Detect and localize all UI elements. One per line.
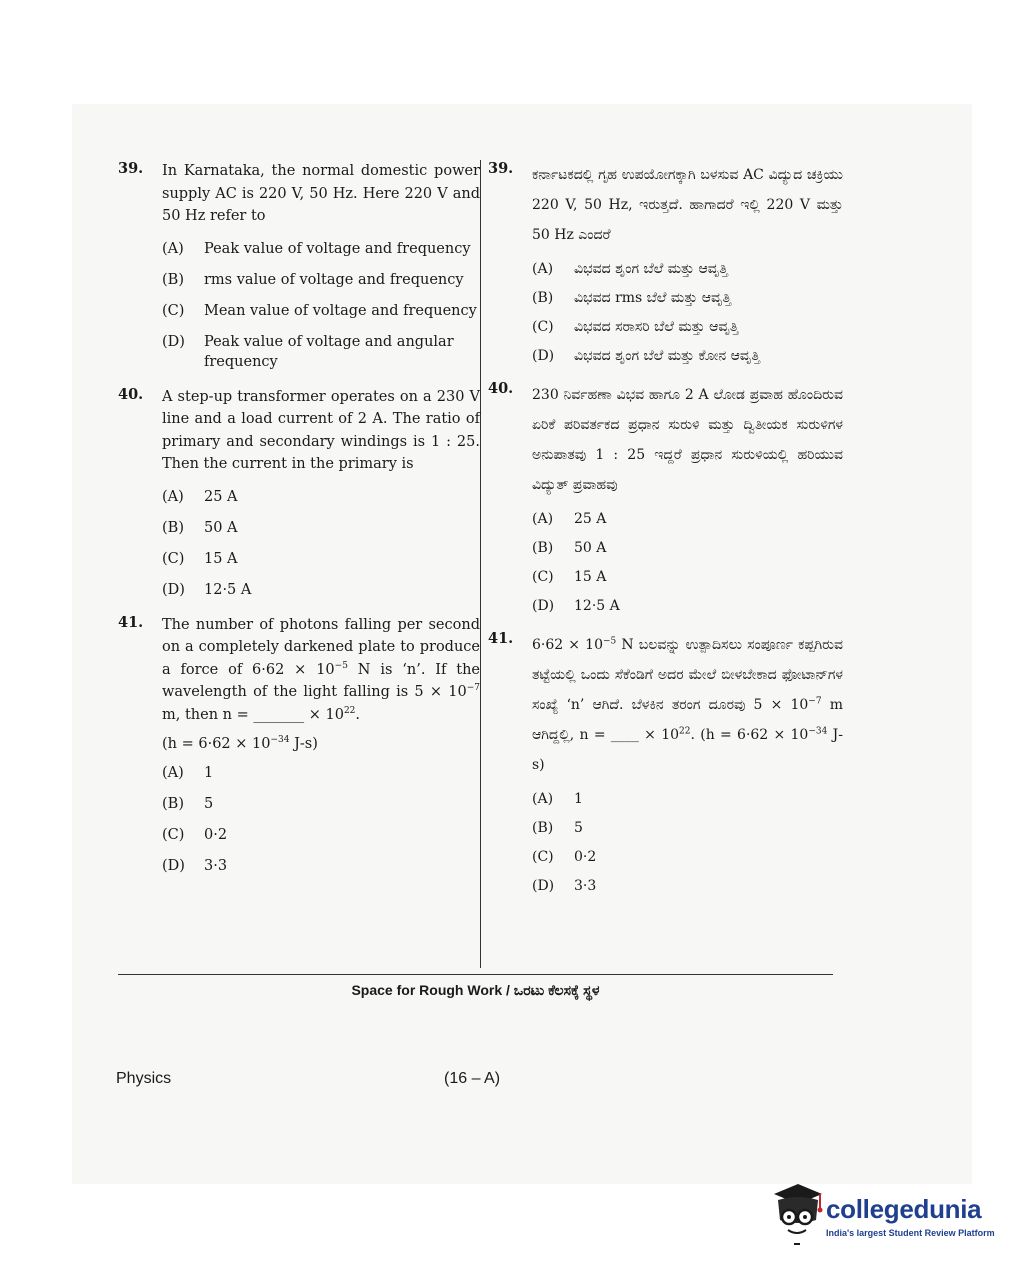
option-c (162, 301, 480, 321)
option-label: (B) (162, 519, 184, 536)
option-text: 1 (204, 765, 214, 781)
kannada-column (488, 160, 843, 910)
question-41-kannada (488, 630, 843, 896)
option-text: ವಿಭವದ rms ಬೆಲೆ ಮತ್ತು ಆವೃತ್ತಿ (574, 290, 732, 306)
option-text: 0·2 (574, 849, 597, 865)
question-number: 40. (118, 385, 144, 403)
option-c (162, 549, 480, 569)
option-label: (A) (162, 488, 184, 505)
english-column (118, 160, 480, 890)
question-39-kannada (488, 160, 843, 366)
option-d (532, 876, 843, 896)
option-label: (B) (162, 271, 184, 288)
option-text: Peak value of voltage and frequency (204, 240, 471, 257)
option-b (532, 538, 843, 558)
option-label: (C) (162, 302, 185, 319)
brand-tagline: India's largest Student Review Platform (826, 1228, 995, 1238)
option-label: (A) (532, 791, 554, 807)
collegedunia-watermark (768, 1180, 998, 1260)
option-text: 1 (574, 791, 583, 807)
option-d (532, 346, 843, 366)
option-text: ವಿಭವದ ಶೃಂಗ ಬೆಲೆ ಮತ್ತು ಆವೃತ್ತಿ (574, 261, 728, 277)
option-a (162, 239, 480, 259)
question-stem: $6\cdot 62 \times 10^{-5}$ N ಬಲವನ್ನು ಉತ್ಪಾದಿಸಲು ಸಂಪೂರ್ಣ ಕಪ್ಪಗಿರುವ ತಟ್ಟೆಯಲ್ಲಿ ಒಂದು ಸೆಕೆಂಡಿಗೆ ಅದರ ಮೇಲೆ ಬೀಳಬೇಕಾದ ಫೋಟಾನ್‌ಗಳ ಸಂಖ್ಯೆ ‘n’ ಆಗಿದೆ. ಬೆಳಕಿನ ತರಂಗ ದೂರವು $5 \times 10^{-7}$ m ಆಗಿದ್ದಲ್ಲಿ, n = ____ × $10^{22}$. ($h = 6\cdot 62 \times 10^{-34}$ J-s) (532, 636, 843, 773)
option-b (162, 270, 480, 290)
option-label: (A) (162, 765, 184, 781)
option-b (532, 818, 843, 838)
option-label: (A) (532, 511, 554, 527)
option-label: (D) (162, 858, 185, 874)
option-text: 12·5 A (574, 598, 620, 614)
question-number: 39. (118, 160, 144, 177)
option-text: ವಿಭವದ ಶೃಂಗ ಬೆಲೆ ಮತ್ತು ಕೋನ ಆವೃತ್ತಿ (574, 348, 760, 364)
option-b (162, 794, 480, 814)
option-d (162, 332, 480, 372)
question-41 (118, 614, 480, 877)
option-label: (B) (532, 820, 554, 836)
question-number: 40. (488, 380, 514, 397)
option-label: (D) (532, 878, 555, 894)
option-a (532, 259, 843, 279)
graduate-mascot-icon (768, 1180, 824, 1250)
option-text: Mean value of voltage and frequency (204, 302, 477, 319)
option-text: 50 A (204, 519, 238, 536)
option-text: ವಿಭವದ ಸರಾಸರಿ ಬೆಲೆ ಮತ್ತು ಆವೃತ್ತಿ (574, 319, 739, 335)
question-stem: 230 ನಿರ್ವಹಣಾ ವಿಭವ ಹಾಗೂ 2 A ಲೋಡ ಪ್ರವಾಹ ಹೊಂದಿರುವ ಏರಿಕೆ ಪರಿವರ್ತಕದ ಪ್ರಧಾನ ಸುರುಳಿ ಮತ್ತು ದ್ವಿತೀಯಕ ಸುರುಳಿಗಳ ಅನುಪಾತವು 1 : 25 ಇದ್ದರೆ ಪ್ರಧಾನ ಸುರುಳಿಯಲ್ಲಿ ಹರಿಯುವ ವಿದ್ಯುತ್ ಪ್ರವಾಹವು (532, 387, 843, 493)
option-text: 25 A (574, 511, 607, 527)
option-label: (C) (532, 849, 554, 865)
option-label: (D) (532, 598, 555, 614)
option-text: 5 (204, 796, 214, 812)
question-40-kannada (488, 380, 843, 616)
option-text: Peak value of voltage and angular frequency (204, 333, 454, 370)
footer-subject: Physics (116, 1070, 172, 1087)
option-a (532, 509, 843, 529)
footer-page-number: (16 – A) (444, 1070, 501, 1087)
option-c (532, 567, 843, 587)
option-label: (C) (162, 550, 185, 567)
option-text: 25 A (204, 488, 238, 505)
rough-work-divider (118, 974, 833, 975)
option-d (162, 580, 480, 600)
option-text: rms value of voltage and frequency (204, 271, 464, 288)
column-divider (480, 160, 481, 968)
option-label: (C) (162, 827, 185, 843)
option-label: (C) (532, 569, 554, 585)
option-text: 15 A (204, 550, 238, 567)
option-text: 15 A (574, 569, 607, 585)
question-39 (118, 160, 480, 372)
option-label: (D) (162, 333, 185, 350)
option-a (162, 763, 480, 783)
option-text: 50 A (574, 540, 607, 556)
option-a (532, 789, 843, 809)
rough-work-label: Space for Rough Work / ಒರಟು ಕೆಲಸಕ್ಕೆ ಸ್ಥಳ (351, 982, 600, 998)
option-text: 0·2 (204, 827, 228, 843)
planck-constant-note: ($h = 6\cdot 62 \times 10^{-34}$ J-s) (162, 735, 318, 752)
brand-name: collegedunia (826, 1194, 982, 1224)
option-text: 3·3 (204, 858, 228, 874)
question-stem: In Karnataka, the normal domestic power supply AC is 220 V, 50 Hz. Here 220 V and 50 Hz refer to (162, 163, 480, 224)
option-label: (C) (532, 319, 554, 335)
option-c (532, 317, 843, 337)
option-b (532, 288, 843, 308)
option-text: 5 (574, 820, 583, 836)
option-a (162, 487, 480, 507)
option-c (162, 825, 480, 845)
option-label: (B) (162, 796, 184, 812)
option-d (162, 856, 480, 876)
question-number: 41. (118, 613, 144, 631)
option-b (162, 518, 480, 538)
question-number: 39. (488, 160, 514, 177)
option-text: 3·3 (574, 878, 597, 894)
option-c (532, 847, 843, 867)
question-number: 41. (488, 630, 514, 647)
question-stem: The number of photons falling per second on a completely darkened plate to produce a force of $6\cdot 62 \times 10^{-5}$ N is ‘n’. If the wavelength of the light falling is $5 \times 10^{-7}$ m, then n = _______ × $10^{22}$. (162, 616, 480, 723)
question-40 (118, 386, 480, 600)
option-label: (B) (532, 540, 554, 556)
option-label: (D) (162, 581, 185, 598)
option-label: (D) (532, 348, 555, 364)
option-label: (B) (532, 290, 554, 306)
question-stem: ಕರ್ನಾಟಕದಲ್ಲಿ ಗೃಹ ಉಪಯೋಗಕ್ಕಾಗಿ ಬಳಸುವ AC ವಿದ್ಯುದ ಚಕ್ರಿಯು 220 V, 50 Hz, ಇರುತ್ತದೆ. ಹಾಗಾದರೆ ಇಲ್ಲಿ 220 V ಮತ್ತು 50 Hz ಎಂದರೆ (532, 167, 843, 243)
option-text: 12·5 A (204, 581, 252, 598)
question-stem: A step-up transformer operates on a 230 V line and a load current of 2 A. The ratio of primary and secondary windings is 1 : 25. Then the current in the primary is (162, 388, 480, 472)
option-label: (A) (532, 261, 554, 277)
option-label: (A) (162, 240, 184, 257)
option-d (532, 596, 843, 616)
